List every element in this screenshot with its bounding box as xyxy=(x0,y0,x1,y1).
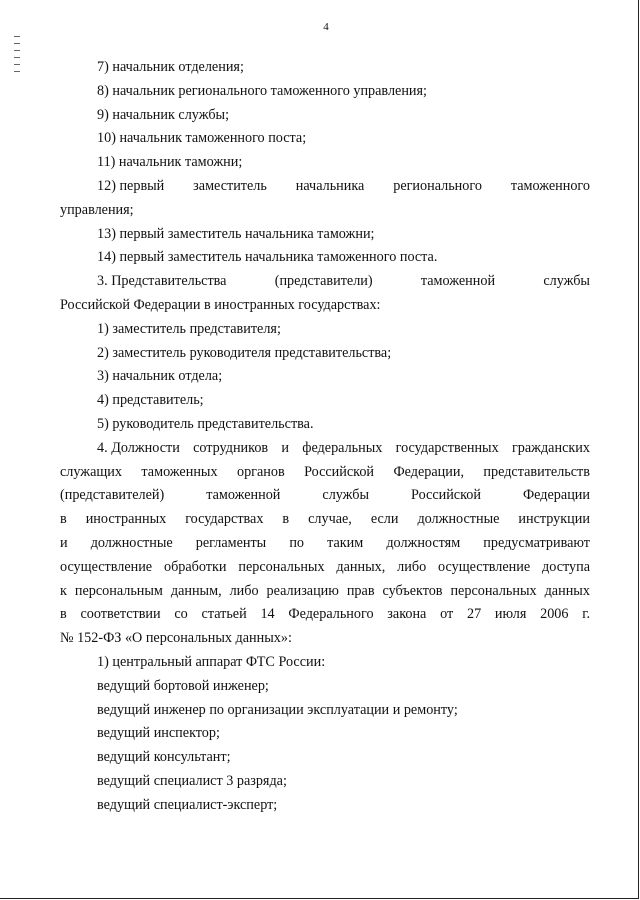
word: и xyxy=(281,439,289,456)
word: либо xyxy=(397,558,427,575)
list-item: 14) первый заместитель начальника таможенного поста. xyxy=(97,249,438,266)
word: государственных xyxy=(395,439,499,456)
word: и xyxy=(60,534,68,551)
word: если xyxy=(370,511,399,528)
word: должностям xyxy=(386,534,461,551)
word: инструкции xyxy=(518,511,590,528)
word: (представители) xyxy=(274,273,373,290)
paragraph-line xyxy=(60,603,590,627)
word: органов xyxy=(236,463,285,480)
list-item: ведущий специалист-эксперт; xyxy=(97,796,278,813)
word: осуществление xyxy=(60,558,153,575)
word: иностранных xyxy=(85,511,167,528)
list-item: 7) начальник отделения; xyxy=(97,59,244,75)
list-item: 10) начальник таможенного поста; xyxy=(97,130,307,147)
word: сотрудников xyxy=(193,439,269,456)
word: регионального xyxy=(393,177,482,194)
paragraph-line xyxy=(60,508,590,532)
word: гражданских xyxy=(511,439,590,456)
word: в xyxy=(282,511,290,528)
binding-mark xyxy=(14,50,20,51)
word: по xyxy=(289,534,304,551)
word: службы xyxy=(322,487,370,504)
word: г. xyxy=(582,606,590,623)
word: заместитель xyxy=(193,177,267,194)
word: таможенной xyxy=(206,487,281,504)
word: закона xyxy=(387,606,427,623)
word: должностные xyxy=(417,511,500,528)
word: федеральных xyxy=(302,439,383,456)
word: 3. Представительства xyxy=(97,273,227,290)
list-item: ведущий бортовой инженер; xyxy=(97,677,269,694)
word: таможенного xyxy=(510,177,590,194)
binding-mark xyxy=(14,36,20,37)
paragraph-line: № 152-ФЗ «О персональных данных»: xyxy=(60,630,292,647)
word: реализацию xyxy=(266,582,339,599)
list-item: 2) заместитель руководителя представительства; xyxy=(97,344,392,361)
word: прав xyxy=(346,582,375,599)
word: 27 xyxy=(466,606,482,623)
list-item: 11) начальник таможни; xyxy=(97,154,243,171)
word: 2006 xyxy=(540,606,569,623)
word: должностные xyxy=(90,534,173,551)
paragraph-line xyxy=(60,437,590,461)
word: 14 xyxy=(260,606,275,623)
word: службы xyxy=(543,273,590,290)
list-item: 13) первый заместитель начальника таможни; xyxy=(97,225,375,242)
word: к xyxy=(60,582,67,599)
word: представительств xyxy=(483,463,590,480)
binding-marks xyxy=(14,36,20,78)
word: со xyxy=(174,606,188,623)
word: (представителей) xyxy=(60,487,165,504)
binding-mark xyxy=(14,43,20,44)
word: персональных xyxy=(238,558,325,575)
word: Российской xyxy=(304,463,375,480)
paragraph-line xyxy=(60,484,590,508)
word: таким xyxy=(327,534,364,551)
word: государствах xyxy=(185,511,264,528)
list-item: ведущий консультант; xyxy=(97,749,231,766)
word: доступа xyxy=(542,558,590,575)
word: персональных xyxy=(450,582,537,599)
word: обработки xyxy=(163,558,227,575)
list-item: 4) представитель; xyxy=(97,392,204,409)
word: предусматривают xyxy=(483,534,590,551)
list-item: 8) начальник регионального таможенного управления; xyxy=(97,82,427,99)
list-item: 5) руководитель представительства. xyxy=(97,415,314,432)
word: 12) первый xyxy=(97,177,165,194)
paragraph-line xyxy=(60,532,590,556)
word: случае, xyxy=(308,511,352,528)
list-item: ведущий инспектор; xyxy=(97,725,220,742)
word: от xyxy=(440,606,454,623)
word: соответствии xyxy=(80,606,161,623)
word: июля xyxy=(494,606,527,623)
paragraph-line xyxy=(60,580,590,604)
word: в xyxy=(60,511,67,528)
word: либо xyxy=(229,582,259,599)
word: таможенной xyxy=(420,273,496,290)
binding-mark xyxy=(14,57,20,58)
word: 4. Должности xyxy=(97,439,180,456)
word: Федерации, xyxy=(393,463,464,480)
document-body xyxy=(60,56,590,818)
section-heading xyxy=(60,270,590,294)
word: статьей xyxy=(201,606,247,623)
word: регламенты xyxy=(195,534,267,551)
list-item: 3) начальник отдела; xyxy=(97,368,223,385)
page-number: 4 xyxy=(323,21,329,33)
list-item-justified xyxy=(60,175,590,199)
list-item: 1) центральный аппарат ФТС России: xyxy=(97,653,326,670)
list-item-continuation: управления; xyxy=(60,201,134,218)
list-item: ведущий специалист 3 разряда; xyxy=(97,772,287,789)
list-item: 9) начальник службы; xyxy=(97,106,230,123)
list-item: ведущий инженер по организации эксплуатации и ремонту; xyxy=(97,701,458,718)
word: Российской xyxy=(411,487,481,504)
word: в xyxy=(60,606,67,623)
word: служащих xyxy=(60,463,122,480)
word: осуществление xyxy=(438,558,531,575)
list-item: 1) заместитель представителя; xyxy=(97,320,281,337)
word: Федерации xyxy=(522,487,590,504)
word: персональным xyxy=(74,582,163,599)
binding-mark xyxy=(14,71,20,72)
word: данных xyxy=(544,582,590,599)
word: начальника xyxy=(295,177,365,194)
binding-mark xyxy=(14,64,20,65)
word: таможенных xyxy=(141,463,218,480)
section-heading-continuation: Российской Федерации в иностранных государствах: xyxy=(60,296,381,313)
word: субъектов xyxy=(382,582,443,599)
word: Федерального xyxy=(288,606,374,623)
word: данных, xyxy=(336,558,386,575)
word: данным, xyxy=(170,582,222,599)
paragraph-line xyxy=(60,461,590,485)
paragraph-line xyxy=(60,556,590,580)
